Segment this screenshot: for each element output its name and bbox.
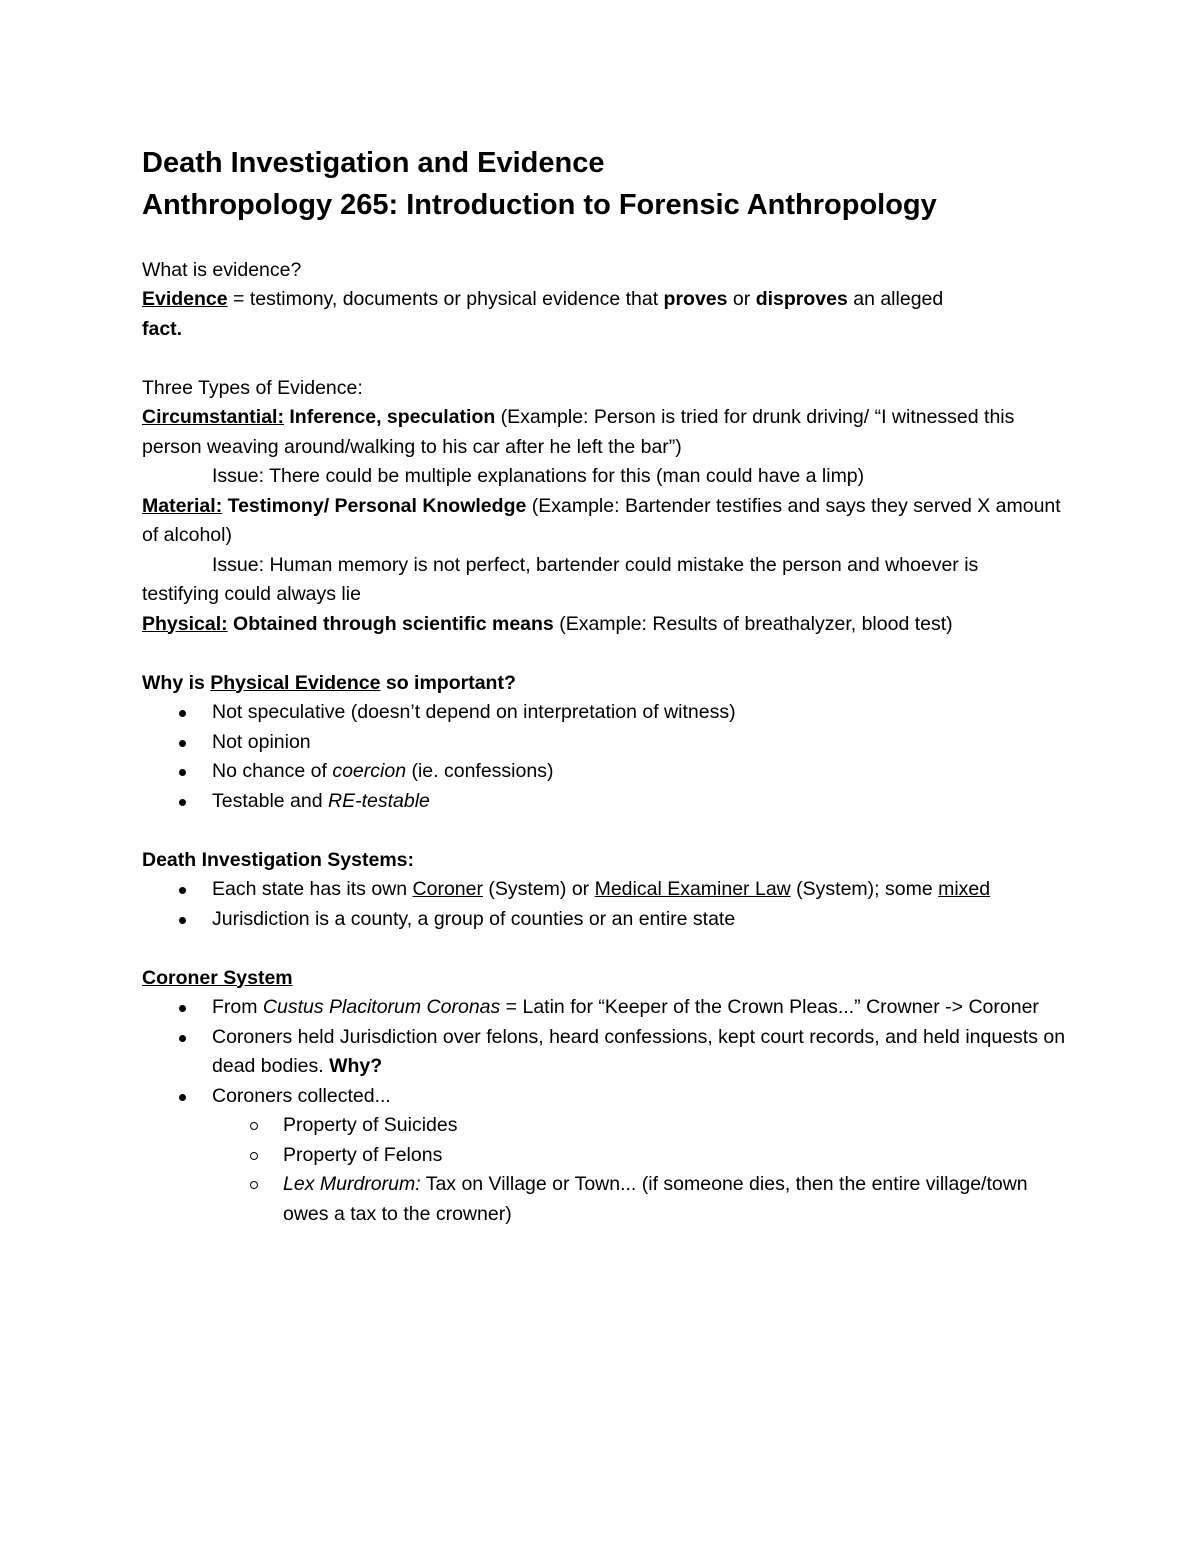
spacer bbox=[142, 226, 1072, 256]
sub-list-item: Property of Suicides bbox=[142, 1111, 1072, 1141]
systems-heading: Death Investigation Systems: bbox=[142, 848, 414, 871]
document-body bbox=[142, 142, 1072, 1229]
physical-paragraph: Physical: Obtained through scientific means (Example: Results of breathalyzer, blood test) bbox=[142, 612, 953, 635]
list-item: No chance of coercion (ie. confessions) bbox=[142, 757, 1072, 787]
list-item: Jurisdiction is a county, a group of counties or an entire state bbox=[142, 905, 1072, 935]
list-item: Testable and RE-testable bbox=[142, 787, 1072, 817]
coroner-heading: Coroner System bbox=[142, 966, 293, 989]
evidence-term: Evidence bbox=[142, 288, 228, 310]
list-item: From Custus Placitorum Coronas = Latin for “Keeper of the Crown Pleas...” Crowner -> Coroner bbox=[142, 993, 1072, 1023]
sub-list-item: Property of Felons bbox=[142, 1141, 1072, 1171]
circumstantial-paragraph: Circumstantial: Inference, speculation (Example: Person is tried for drunk driving/ “I witnessed this person weaving around/walking to his car after he left the bar”) bbox=[142, 406, 1015, 458]
list-item: Each state has its own Coroner (System) or Medical Examiner Law (System); some mixed bbox=[142, 875, 1072, 905]
list-item: Coroners held Jurisdiction over felons, heard confessions, kept court records, and held inquests on dead bodies. Why? bbox=[142, 1023, 1072, 1082]
coroner-list bbox=[142, 993, 1072, 1229]
page-title: Death Investigation and Evidence Anthropology 265: Introduction to Forensic Anthropology bbox=[142, 147, 937, 221]
spacer bbox=[142, 816, 1072, 846]
types-heading: Three Types of Evidence: bbox=[142, 376, 363, 399]
material-paragraph: Material: Testimony/ Personal Knowledge (Example: Bartender testifies and says they served X amount of alcohol) bbox=[142, 494, 1061, 546]
why-physical-list bbox=[142, 698, 1072, 816]
why-physical-heading: Why is Physical Evidence so important? bbox=[142, 671, 516, 694]
list-item: Coroners collected... bbox=[142, 1082, 1072, 1112]
spacer bbox=[142, 639, 1072, 669]
spacer bbox=[142, 344, 1072, 374]
evidence-definition: Evidence = testimony, documents or physical evidence that proves or disproves an alleged fact. bbox=[142, 288, 944, 340]
spacer bbox=[142, 934, 1072, 964]
systems-list bbox=[142, 875, 1072, 934]
question-line: What is evidence? bbox=[142, 258, 302, 281]
list-item: Not opinion bbox=[142, 728, 1072, 758]
material-issue: Issue: Human memory is not perfect, bartender could mistake the person and whoever is bbox=[212, 553, 979, 576]
material-issue-cont: testifying could always lie bbox=[142, 583, 361, 605]
list-item: Not speculative (doesn’t depend on interpretation of witness) bbox=[142, 698, 1072, 728]
sub-list-item: Lex Murdrorum: Tax on Village or Town... (if someone dies, then the entire village/town owes a tax to the crowner) bbox=[142, 1170, 1072, 1229]
circumstantial-issue: Issue: There could be multiple explanations for this (man could have a limp) bbox=[212, 465, 865, 487]
page-subtitle: Anthropology 265: Introduction to Forensic Anthropology bbox=[142, 189, 937, 221]
